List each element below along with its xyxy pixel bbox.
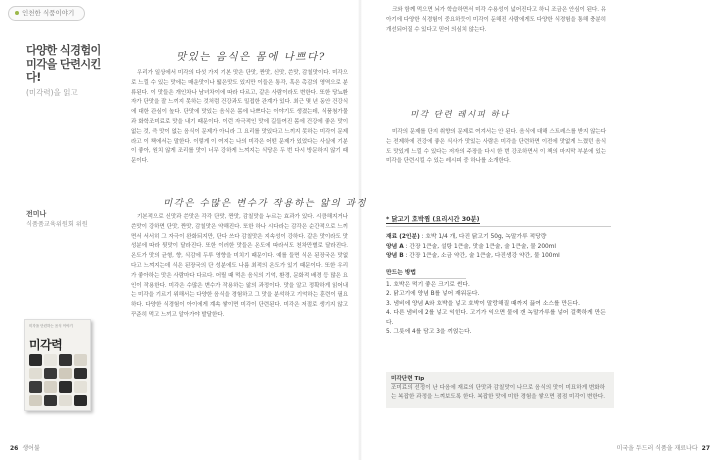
bullet-icon	[15, 11, 19, 15]
recipe-step: 3. 냄비에 양념 A와 호박을 넣고 호박이 말랑해질 때까지 끓여 소스를 만든다.	[386, 300, 581, 307]
section-tag-label: 인천한 식품이야기	[22, 9, 75, 17]
sidebar	[26, 44, 106, 98]
paragraph: 크와 함께 먹으면 뇌가 학습하면서 미각 수용성이 넓어진다고 하니 조금은 안심이 된다. 유아기에 다양한 식경험이 중요하듯이 미각이 둔해진 사람에게도 다양한 식경험을 통해 충분히 개선되어질 수 있다고 믿어 의심치 않는다.	[386, 7, 606, 33]
page-gutter	[358, 0, 362, 460]
body-column-1a	[131, 69, 348, 167]
page-number-left: 26	[10, 445, 19, 452]
article-title-line2: 미각을 단련시킨다!	[26, 57, 101, 84]
recipe-ingredients: 재료 (2인분) : 호박 1/4 개, 다진 닭고기 50g, 녹말가루 적당량	[386, 234, 547, 241]
recipe-step: 4. 다른 냄비에 2를 넣고 익힌다. 고기가 익으면 물에 갠 녹말가루를 넣어 걸쭉하게 만든다.	[386, 310, 606, 326]
body-column-2b	[386, 128, 606, 167]
paragraph: 미각의 문제를 단지 취향의 문제로 여겨서는 안 된다. 음식에 대해 스트레스를 받지 않는다는 전제하에 건강에 좋은 식사가 맛있는 사람은 미각을 단련하면 이전에 맛없게 느꼈던 음식도 맛있게 느낄 수 있다는 저자의 주장을 다시 한 번 강조하면서 이 책의 마지막 부분에 있는 미각을 단련시킬 수 있는 레시피 중 하나를 소개한다.	[386, 129, 606, 165]
book-cover-title: 미각력	[29, 338, 63, 352]
page-number-right: 27	[701, 445, 710, 452]
article-title-line1: 다양한 식경험이	[26, 44, 101, 57]
book-cover	[24, 319, 91, 411]
recipe-step: 2. 닭고기에 양념 B를 넣어 재워둔다.	[386, 291, 480, 298]
paragraph: 우리가 일상에서 미각의 다섯 가지 기본 맛은 단맛, 짠맛, 신맛, 쓴맛, 감칠맛이다. 미각으로 느낄 수 있는 맛에는 매운맛이나 떫은맛도 있지만 이들은 통각, 혹은 촉감의 영역으로 분류된다. 이 맛들은 개인차나 남녀차이에 따라 다르고, 같은 사람이라도 변한다. 또한 당뇨환자가 단맛을 잘 느끼지 못하는 것처럼 건강과도 밀접한 관계가 있다. 최근 몇 년 동안 건강식에 대한 관심이 높다. 단맛에 맛있는 음식은 몸에 나쁘다는 이야기도 생겼는데, 식품첨가물과 화학조미료로 맛을 내기 때문이다. 이런 자극적인 맛에 길들여진 몸에 건강에 좋은 맛이 없는 것, 즉 맛이 없는 음식이 문제가 아니라 그 요리를 맛있다고 느끼지 못하는 미각이 문제라고 이 책에서는 말한다. 이렇게 이 여지는 나의 미각은 어떤 문제가 있었다는 사실에 기분이 좋아, 원치 않게 조리를 맛이 너무 강하게 느껴지는 식당은 두 번 다시 방문하지 않기 때문이다.	[131, 70, 348, 165]
author-role: 식품품교육위원회 위원	[26, 221, 88, 228]
recipe-sauce-a: 양념 A : 간장 1큰술, 설탕 1큰술, 맛술 1큰술, 술 1큰술, 물 200ml	[386, 243, 556, 250]
author-name: 전미나	[26, 210, 47, 218]
book-cover-tagline: 미각을 단련하는 음식 이야기	[29, 324, 73, 328]
section-heading-2: 미각은 수많은 변수가 작용하는 앎의 과정	[163, 198, 368, 209]
article-title	[26, 44, 106, 85]
tip-text: 조미료의 선정이 난 다음에 재료의 단맛과 감칠맛이 나므로 음식의 맛이 미묘하게 변화하는 복잡한 과정을 느껴보도록 한다. 복잡한 맛에 미한 경험을 쌓으면 점점 미각이 변한다.	[391, 385, 606, 400]
section-tag	[8, 6, 85, 21]
footer-right-text: 미국을 두드러 식품을 재료나다	[616, 445, 698, 452]
recipe-title: * 닭고기 호박찜 (요리시간 30분)	[386, 215, 611, 227]
recipe-step: 1. 호박은 먹기 좋은 크기로 썬다.	[386, 282, 470, 289]
body-column-1b	[131, 213, 348, 321]
tip-heading: 미각단련 Tip	[391, 375, 424, 384]
section-heading-3: 미각 단련 레시피 하나	[410, 110, 511, 120]
body-column-2a	[386, 6, 606, 35]
paragraph: 기본적으로 신맛과 쓴맛은 각각 단맛, 짠맛, 감칠맛을 누르는 효과가 있다. 시큼해지거나 쓴맛이 강하면 단맛, 짠맛, 감칠맛은 약해진다. 또한 하나 시다라는 감각은 순간적으로 느끼면서 서서히 그 자극이 완화되지만, 단다 쓰다 감칠맛은 지속성이 강하다. 같은 맛이라도 맛 성분에 따라 뒷맛이 달라진다. 또한 이러한 맛들은 온도에 따라서도 천차만별로 달라진다. 온도가 맛의 균형, 향, 식감에 두루 영향을 미치기 때문이다. 예를 들면 식은 된장국은 맛없다고 느껴지는데 식은 된장국의 단 성분에도 나름 최적의 온도가 있기 때문이다. 또한 우리가 좋아하는 맛은 사람마다 다르다. 어릴 때 먹은 음식의 기억, 환경, 문화적 배경 등 많은 요인이 작용한다. 미각은 수많은 변수가 작용하는 앎의 과정이다. 맛을 알고 정확하게 읽어내는 미각을 기르기 위해서는 다양한 음식을 경험하고 그 맛을 분석하고 기억하는 훈련이 필요하다. 다양한 식경험이 아이에게 계속 쌓이면 미각이 단련된다. 미각은 저절로 생기지 않고 꾸준히 먹고 느끼고 알아가야 발달한다.	[131, 214, 348, 318]
footer-left	[10, 443, 40, 452]
article-subtitle: (미각력)을 읽고	[26, 87, 78, 97]
footer-right	[617, 443, 710, 452]
tip-box	[386, 372, 614, 408]
recipe-step: 5. 그릇에 4를 담고 3을 끼얹는다.	[386, 329, 472, 336]
section-heading-1: 맛있는 음식은 몸에 나쁘다?	[176, 51, 326, 63]
footer-left-text: 생어불	[22, 445, 40, 452]
recipe-sauce-b: 양념 B : 간장 1큰술, 소금 약간, 술 1큰술, 다진생강 약간, 물 100ml	[386, 253, 560, 260]
book-cover-illustration	[29, 354, 87, 406]
recipe-method-heading: 만드는 방법	[386, 269, 466, 279]
recipe-box	[386, 215, 611, 337]
